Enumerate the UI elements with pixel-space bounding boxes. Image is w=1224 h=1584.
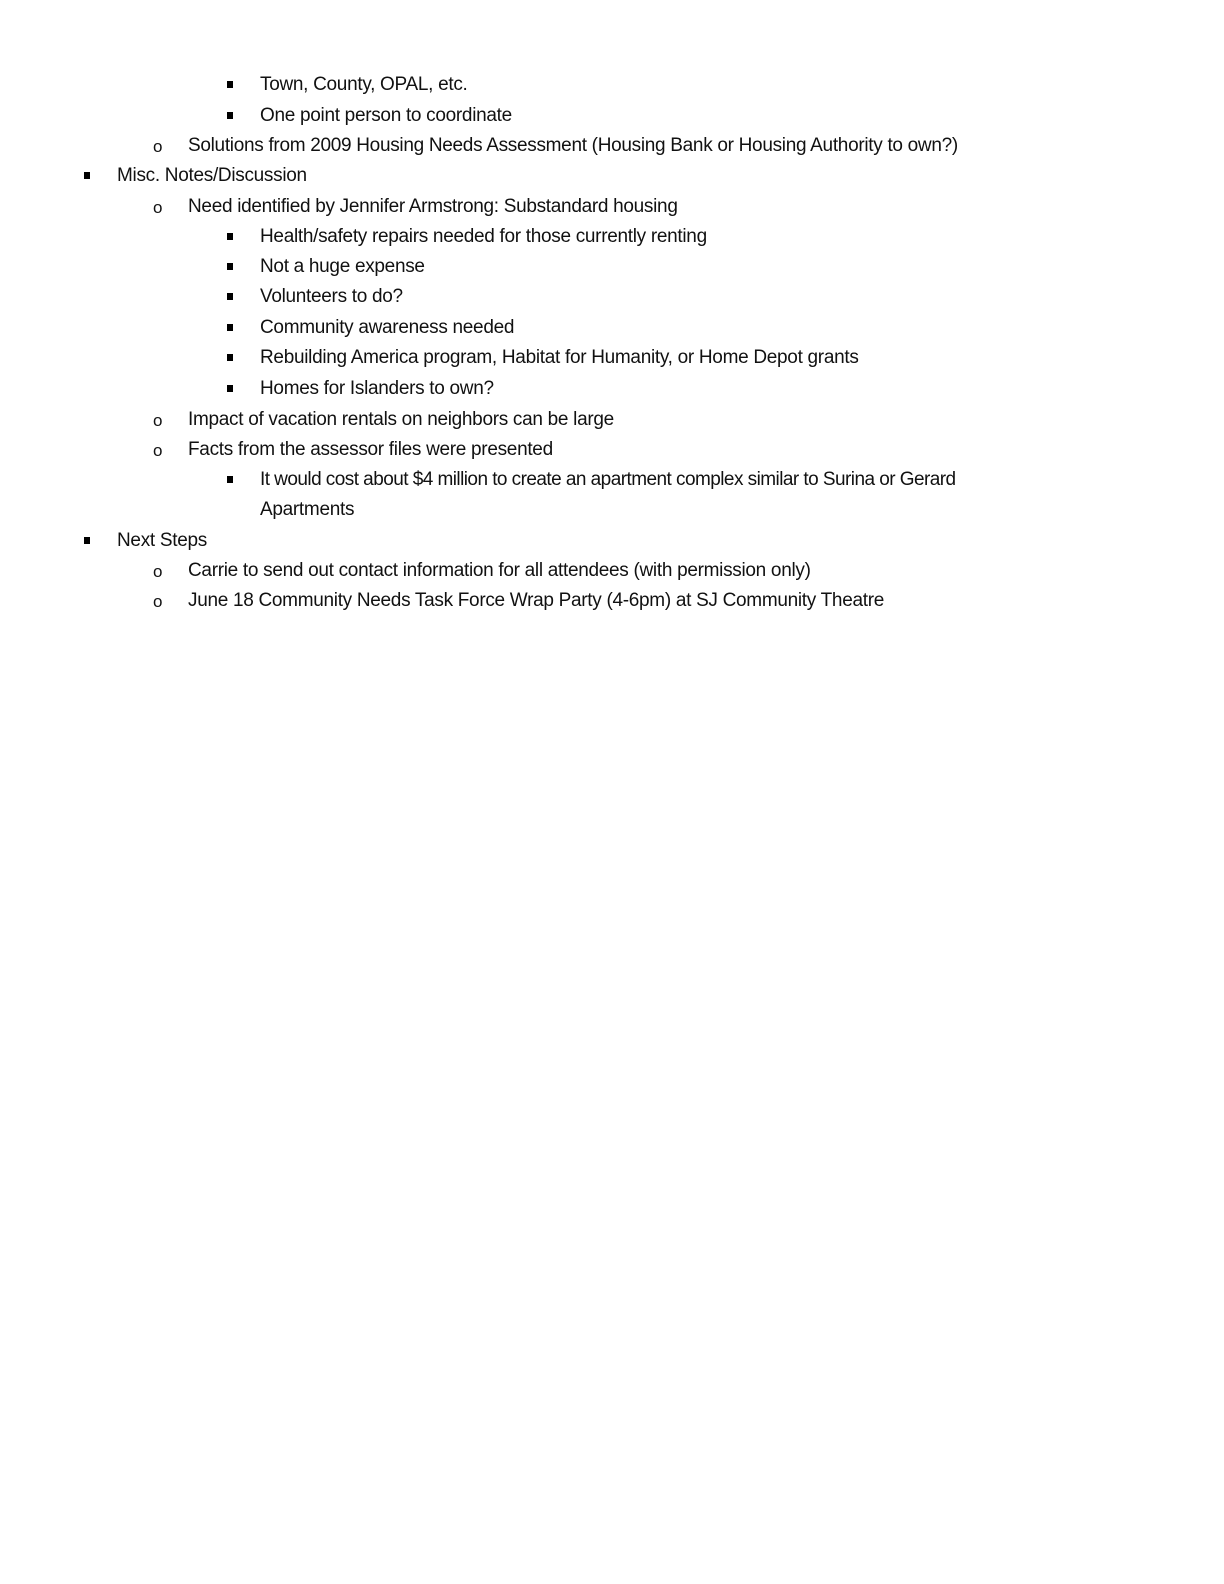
square-bullet-icon	[227, 354, 233, 361]
circle-bullet-icon: o	[153, 198, 163, 217]
list-item-text: Homes for Islanders to own?	[260, 378, 494, 399]
list-item-text: Impact of vacation rentals on neighbors can be large	[188, 409, 614, 430]
list-item-text: Not a huge expense	[260, 256, 425, 277]
square-bullet-icon	[84, 172, 90, 179]
list-item-text: Solutions from 2009 Housing Needs Assessment (Housing Bank or Housing Authority to own?)	[188, 135, 958, 156]
list-item-text: Town, County, OPAL, etc.	[260, 74, 468, 95]
list-item-text: Facts from the assessor files were presented	[188, 439, 553, 460]
list-item-text: June 18 Community Needs Task Force Wrap Party (4-6pm) at SJ Community Theatre	[188, 590, 885, 611]
list-item-text: Rebuilding America program, Habitat for Humanity, or Home Depot grants	[260, 347, 859, 368]
square-bullet-icon	[227, 81, 233, 88]
circle-bullet-icon: o	[153, 592, 163, 611]
list-item-text: Need identified by Jennifer Armstrong: Substandard housing	[188, 196, 678, 217]
circle-bullet-icon: o	[153, 411, 163, 430]
section-heading: Next Steps	[117, 530, 207, 551]
circle-bullet-icon: o	[153, 137, 163, 156]
square-bullet-icon	[84, 537, 90, 544]
square-bullet-icon	[227, 385, 233, 392]
list-item-text: Health/safety repairs needed for those currently renting	[260, 226, 707, 247]
square-bullet-icon	[227, 476, 233, 483]
circle-bullet-icon: o	[153, 441, 163, 460]
square-bullet-icon	[227, 233, 233, 240]
list-item-text: One point person to coordinate	[260, 105, 512, 126]
list-item-text: Apartments	[260, 499, 355, 520]
square-bullet-icon	[227, 263, 233, 270]
circle-bullet-icon: o	[153, 562, 163, 581]
square-bullet-icon	[227, 324, 233, 331]
list-item-text: Community awareness needed	[260, 317, 515, 338]
square-bullet-icon	[227, 293, 233, 300]
list-item-text: Volunteers to do?	[260, 286, 403, 307]
list-item-text: Carrie to send out contact information for all attendees (with permission only)	[188, 560, 811, 581]
section-heading: Misc. Notes/Discussion	[117, 165, 307, 186]
list-item-text: It would cost about $4 million to create an apartment complex similar to Surina or Gerard	[260, 469, 956, 490]
square-bullet-icon	[227, 112, 233, 119]
